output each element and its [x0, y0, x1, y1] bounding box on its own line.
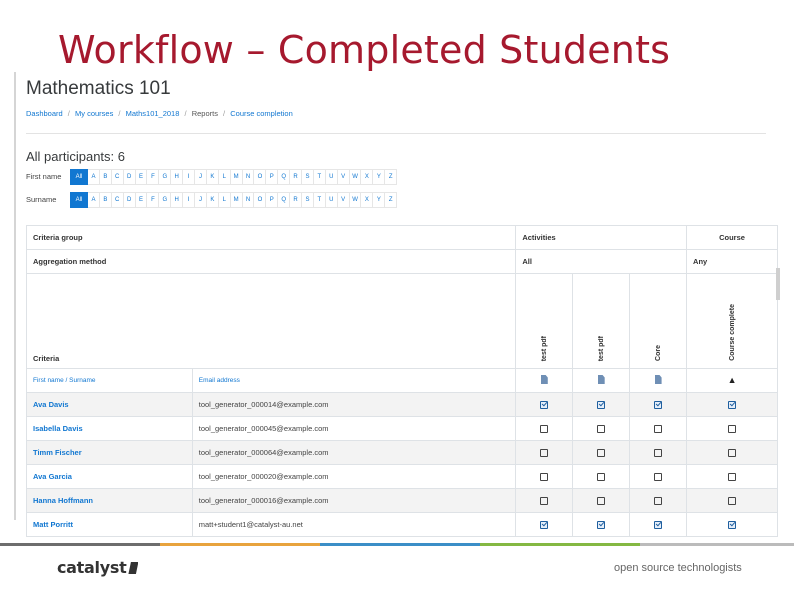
surname-letter-bar: [70, 192, 397, 208]
surname-filter-letter[interactable]: Q: [278, 192, 290, 208]
completion-checkbox: [654, 401, 662, 409]
surname-filter-letter[interactable]: Z: [385, 192, 397, 208]
surname-filter-letter[interactable]: C: [112, 192, 124, 208]
first-name-filter-letter[interactable]: T: [314, 169, 326, 185]
surname-filter-letter[interactable]: P: [266, 192, 278, 208]
course-icon-cell: [687, 369, 778, 393]
course-group-label: Course: [687, 226, 778, 250]
first-name-filter-letter[interactable]: P: [266, 169, 278, 185]
first-name-filter-letter[interactable]: C: [112, 169, 124, 185]
criteria-group-label: Criteria group: [27, 226, 516, 250]
completion-checkbox: [540, 449, 548, 457]
criteria-col-test-pdf-1: [516, 274, 573, 369]
graduation-cap-icon: ▲: [727, 375, 737, 385]
surname-filter-letter[interactable]: V: [338, 192, 350, 208]
aggregation-course: Any: [687, 250, 778, 274]
file-icon: [655, 375, 662, 384]
completion-checkbox: [654, 425, 662, 433]
breadcrumb-reports[interactable]: Reports: [191, 109, 218, 118]
slide-title: Workflow – Completed Students: [58, 28, 671, 72]
criteria-group-row: [27, 226, 778, 250]
participants-count: All participants: 6: [26, 149, 125, 164]
first-name-filter-letter[interactable]: I: [183, 169, 195, 185]
table-row: [27, 393, 778, 417]
activities-group-label: Activities: [516, 226, 687, 250]
first-name-filter-letter[interactable]: O: [254, 169, 266, 185]
surname-filter-letter[interactable]: N: [243, 192, 255, 208]
first-name-filter-letter[interactable]: E: [136, 169, 148, 185]
student-name[interactable]: Matt Porritt: [27, 513, 193, 537]
first-name-filter-letter[interactable]: Z: [385, 169, 397, 185]
screenshot-edge: [14, 72, 16, 520]
completion-checkbox: [540, 521, 548, 529]
student-email: tool_generator_000014@example.com: [192, 393, 516, 417]
resource-icon-cell: [516, 369, 573, 393]
surname-filter-letter[interactable]: Y: [373, 192, 385, 208]
breadcrumb-course[interactable]: Maths101_2018: [125, 109, 180, 118]
surname-filter-letter[interactable]: X: [361, 192, 373, 208]
student-name[interactable]: Ava Davis: [27, 393, 193, 417]
first-name-filter-letter[interactable]: U: [326, 169, 338, 185]
surname-filter-letter[interactable]: T: [314, 192, 326, 208]
table-row: [27, 441, 778, 465]
email-column-header[interactable]: Email address: [192, 369, 516, 393]
criteria-col-title[interactable]: test pdf: [540, 335, 548, 361]
first-name-filter-letter[interactable]: A: [88, 169, 100, 185]
first-name-filter-letter[interactable]: X: [361, 169, 373, 185]
completion-report-table: [26, 225, 778, 537]
first-name-filter-letter[interactable]: F: [147, 169, 159, 185]
surname-filter-letter[interactable]: A: [88, 192, 100, 208]
footer-bar-segment: [160, 543, 320, 546]
completion-checkbox: [597, 497, 605, 505]
student-name[interactable]: Timm Fischer: [27, 441, 193, 465]
first-name-filter-letter[interactable]: D: [124, 169, 136, 185]
criteria-col-title: Course complete: [728, 304, 736, 361]
surname-filter-letter[interactable]: R: [290, 192, 302, 208]
moodle-screenshot: [14, 72, 780, 529]
first-name-filter-letter[interactable]: L: [219, 169, 231, 185]
completion-checkbox: [597, 401, 605, 409]
course-complete-checkbox: [728, 449, 736, 457]
completion-checkbox: [540, 401, 548, 409]
name-column-header[interactable]: First name / Surname: [27, 369, 193, 393]
first-name-filter-letter[interactable]: K: [207, 169, 219, 185]
course-complete-checkbox: [728, 521, 736, 529]
completion-checkbox: [597, 449, 605, 457]
surname-filter-letter[interactable]: F: [147, 192, 159, 208]
table-row: [27, 489, 778, 513]
surname-filter-letter[interactable]: M: [231, 192, 243, 208]
aggregation-row: [27, 250, 778, 274]
student-email: tool_generator_000016@example.com: [192, 489, 516, 513]
student-name[interactable]: Ava Garcia: [27, 465, 193, 489]
first-name-letter-bar: [70, 169, 397, 185]
column-header-row: [27, 369, 778, 393]
first-name-filter-letter[interactable]: Y: [373, 169, 385, 185]
footer-bar-segment: [480, 543, 640, 546]
file-icon: [598, 375, 605, 384]
breadcrumb: [26, 109, 296, 118]
student-email: tool_generator_000064@example.com: [192, 441, 516, 465]
first-name-filter-letter[interactable]: N: [243, 169, 255, 185]
first-name-filter-letter[interactable]: B: [100, 169, 112, 185]
criteria-col-core: [630, 274, 687, 369]
surname-filter-letter[interactable]: O: [254, 192, 266, 208]
course-complete-checkbox: [728, 401, 736, 409]
completion-checkbox: [597, 521, 605, 529]
student-name[interactable]: Hanna Hoffmann: [27, 489, 193, 513]
table-row: [27, 417, 778, 441]
breadcrumb-course-completion[interactable]: Course completion: [230, 109, 293, 118]
first-name-filter-letter[interactable]: J: [195, 169, 207, 185]
completion-checkbox: [540, 473, 548, 481]
criteria-col-test-pdf-2: [573, 274, 630, 369]
surname-filter-label: Surname: [26, 195, 57, 204]
course-complete-checkbox: [728, 425, 736, 433]
surname-filter-letter[interactable]: B: [100, 192, 112, 208]
logo-mark-icon: [128, 562, 138, 574]
first-name-filter-letter[interactable]: R: [290, 169, 302, 185]
aggregation-label: Aggregation method: [27, 250, 516, 274]
completion-checkbox: [654, 521, 662, 529]
first-name-filter-label: First name: [26, 172, 62, 181]
surname-filter-letter[interactable]: W: [350, 192, 362, 208]
breadcrumb-separator: /: [118, 109, 121, 118]
student-email: matt+student1@catalyst-au.net: [192, 513, 516, 537]
table-row: [27, 513, 778, 537]
course-title: Mathematics 101: [26, 78, 171, 99]
first-name-filter-letter[interactable]: G: [159, 169, 171, 185]
surname-filter-letter[interactable]: G: [159, 192, 171, 208]
footer-tagline: open source technologists: [614, 562, 742, 574]
surname-filter-letter[interactable]: I: [183, 192, 195, 208]
breadcrumb-dashboard[interactable]: Dashboard: [26, 109, 63, 118]
first-name-filter-letter[interactable]: V: [338, 169, 350, 185]
scrollbar[interactable]: [776, 268, 780, 300]
criteria-label: Criteria: [27, 274, 516, 369]
header-divider: [26, 133, 766, 134]
surname-filter-all[interactable]: All: [70, 192, 88, 208]
student-email: tool_generator_000020@example.com: [192, 465, 516, 489]
criteria-header-row: [27, 274, 778, 369]
breadcrumb-separator: /: [184, 109, 187, 118]
breadcrumb-my-courses[interactable]: My courses: [74, 109, 114, 118]
first-name-filter-letter[interactable]: Q: [278, 169, 290, 185]
course-complete-checkbox: [728, 473, 736, 481]
footer-bar-segment: [0, 543, 160, 546]
course-complete-checkbox: [728, 497, 736, 505]
student-name[interactable]: Isabella Davis: [27, 417, 193, 441]
surname-filter-letter[interactable]: U: [326, 192, 338, 208]
surname-filter-letter[interactable]: L: [219, 192, 231, 208]
surname-filter-letter[interactable]: S: [302, 192, 314, 208]
completion-checkbox: [540, 497, 548, 505]
completion-checkbox: [597, 473, 605, 481]
footer-color-bar: [0, 543, 794, 546]
completion-checkbox: [654, 473, 662, 481]
criteria-col-course-complete: [687, 274, 778, 369]
first-name-filter-letter[interactable]: M: [231, 169, 243, 185]
logo-text: catalyst: [57, 558, 127, 577]
breadcrumb-separator: /: [223, 109, 226, 118]
completion-checkbox: [597, 425, 605, 433]
surname-filter-letter[interactable]: J: [195, 192, 207, 208]
resource-icon-cell: [630, 369, 687, 393]
completion-checkbox: [654, 497, 662, 505]
first-name-filter-letter[interactable]: S: [302, 169, 314, 185]
criteria-col-title[interactable]: Core: [654, 345, 662, 361]
file-icon: [541, 375, 548, 384]
breadcrumb-separator: /: [67, 109, 70, 118]
first-name-filter-all[interactable]: All: [70, 169, 88, 185]
catalyst-logo: [57, 558, 138, 577]
surname-filter-letter[interactable]: E: [136, 192, 148, 208]
first-name-filter-letter[interactable]: H: [171, 169, 183, 185]
surname-filter-letter[interactable]: H: [171, 192, 183, 208]
first-name-filter-letter[interactable]: W: [350, 169, 362, 185]
aggregation-activities: All: [516, 250, 687, 274]
criteria-col-title[interactable]: test pdf: [597, 335, 605, 361]
table-row: [27, 465, 778, 489]
completion-checkbox: [654, 449, 662, 457]
surname-filter-letter[interactable]: D: [124, 192, 136, 208]
footer-bar-segment: [320, 543, 480, 546]
surname-filter-letter[interactable]: K: [207, 192, 219, 208]
completion-checkbox: [540, 425, 548, 433]
footer-bar-segment: [640, 543, 794, 546]
resource-icon-cell: [573, 369, 630, 393]
student-email: tool_generator_000045@example.com: [192, 417, 516, 441]
